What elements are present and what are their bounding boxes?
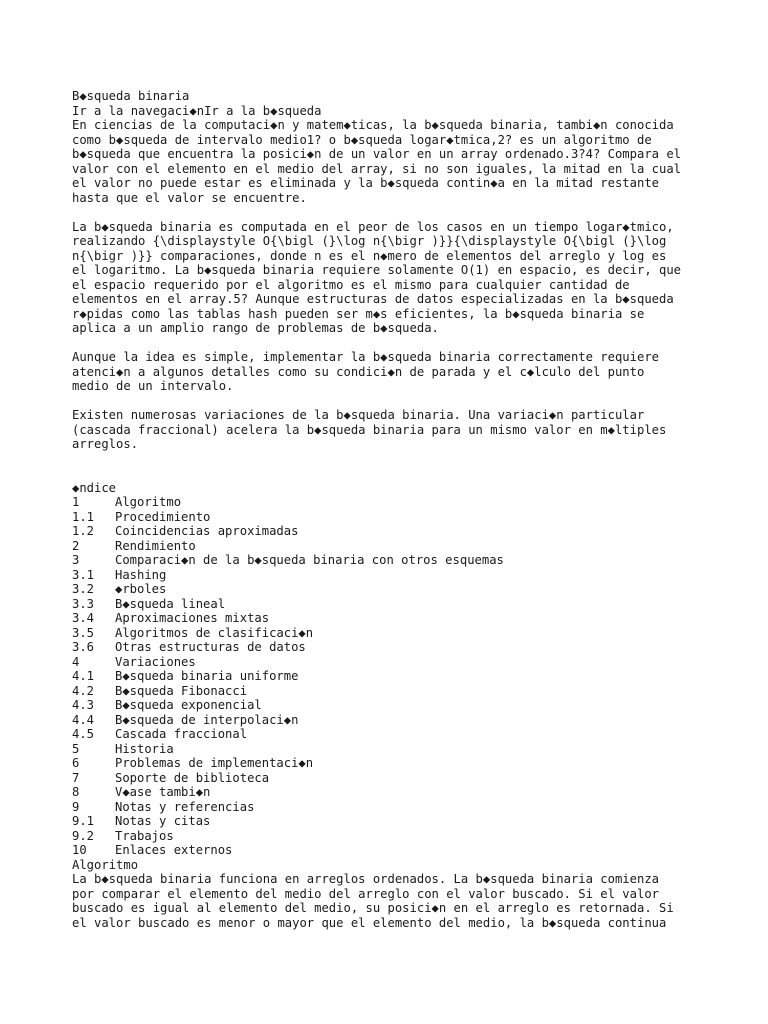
paragraph-line: medio de un intervalo. [72, 379, 234, 393]
toc-item [72, 495, 712, 510]
toc-item-number: 4.4 [72, 712, 95, 727]
toc-item-number: 4 [72, 654, 80, 669]
toc-item-number: 9.2 [72, 828, 95, 843]
toc-item [72, 684, 712, 699]
toc-item-number: 4.2 [72, 683, 95, 698]
toc-item-label: Variaciones [115, 654, 196, 669]
toc-item-number: 2 [72, 538, 80, 553]
toc-item [72, 524, 712, 539]
toc-item [72, 626, 712, 641]
toc-item-label: Procedimiento [115, 509, 211, 524]
toc-item-number: 4.3 [72, 698, 95, 712]
toc-item-number: 6 [72, 756, 80, 770]
document-page [72, 89, 712, 930]
complexity-paragraph [72, 220, 712, 336]
paragraph-line: Aunque la idea es simple, implementar la b◆squeda binaria correctamente requiere [72, 350, 659, 364]
toc-item-number: 3.5 [72, 625, 95, 640]
paragraph-line: La b◆squeda binaria funciona en arreglos ordenados. La b◆squeda binaria comienza [72, 872, 659, 886]
paragraph-line: n{\bigr )}} comparaciones, donde n es el n◆mero de elementos del arreglo y log es [72, 248, 667, 263]
toc-item-number: 9.1 [72, 814, 95, 828]
paragraph-line: hasta que el valor se encuentre. [72, 190, 307, 205]
algorithm-section [72, 858, 712, 931]
paragraph-line: el logaritmo. La b◆squeda binaria requiere solamente O(1) en espacio, es decir, que [72, 263, 682, 277]
toc-item-label: Cascada fraccional [115, 727, 248, 741]
toc-item-number: 3.2 [72, 582, 95, 596]
toc-item-label: V◆ase tambi◆n [115, 785, 211, 799]
toc-item-label: B◆squeda exponencial [115, 698, 262, 712]
toc-item-label: Trabajos [115, 828, 174, 843]
paragraph-line: buscado es igual al elemento del medio, su posici◆n en el arreglo es retornada. Si [72, 901, 674, 915]
toc-item-number: 7 [72, 770, 80, 785]
toc-item-number: 1.2 [72, 524, 95, 538]
toc-item-label: B◆squeda binaria uniforme [115, 669, 299, 683]
paragraph-line: elementos en el array.5? Aunque estructuras de datos especializadas en la b◆squeda [72, 292, 674, 306]
paragraph-line: (cascada fraccional) acelera la b◆squeda binaria para un mismo valor en m◆ltiples [72, 422, 667, 437]
toc-item [72, 640, 712, 655]
toc-item-number: 4.1 [72, 669, 95, 683]
toc-item-number: 4.5 [72, 727, 95, 741]
toc-item-label: Soporte de biblioteca [115, 770, 270, 785]
toc-item [72, 727, 712, 742]
navigation-links-text: Ir a la navegaci◆nIr a la b◆squeda [72, 103, 322, 118]
toc-item-label: Problemas de implementaci◆n [115, 756, 314, 770]
toc-item [72, 597, 712, 612]
toc-item-label: ◆rboles [115, 582, 167, 596]
toc-item [72, 785, 712, 800]
paragraph-line: r◆pidas como las tablas hash pueden ser m◆s eficientes, la b◆squeda binaria se [72, 306, 645, 321]
toc-item-number: 1.1 [72, 509, 95, 524]
toc-item-label: B◆squeda de interpolaci◆n [115, 712, 299, 727]
toc-item-number: 1 [72, 495, 80, 509]
toc-item [72, 756, 712, 771]
toc-item [72, 553, 712, 568]
toc-item-label: Historia [115, 741, 174, 756]
toc-item-number: 10 [72, 843, 87, 857]
toc-item-number: 3 [72, 553, 80, 567]
toc-item-label: Aproximaciones mixtas [115, 611, 270, 625]
paragraph-line: el valor buscado es menor o mayor que el elemento del medio, la b◆squeda continua [72, 915, 667, 930]
toc-item [72, 568, 712, 583]
document-title: B◆squeda binaria [72, 89, 190, 103]
paragraph-line: valor con el elemento en el medio del array, si no son iguales, la mitad en la cual [72, 161, 682, 176]
toc-item-label: Coincidencias aproximadas [115, 524, 299, 538]
toc-item-label: Enlaces externos [115, 843, 233, 857]
toc-item-label: Notas y referencias [115, 799, 255, 814]
toc-item [72, 843, 712, 858]
paragraph-line: aplica a un amplio rango de problemas de b◆squeda. [72, 321, 439, 335]
paragraph-line: el valor no puede estar es eliminada y la b◆squeda contin◆a en la mitad restante [72, 176, 659, 190]
toc-item-number: 8 [72, 785, 80, 799]
toc-item-label: B◆squeda lineal [115, 596, 226, 611]
paragraph-line: por comparar el elemento del medio del arreglo con el valor buscado. Si el valor [72, 886, 659, 901]
section-heading: Algoritmo [72, 857, 139, 872]
toc-item [72, 742, 712, 757]
intro-paragraph [72, 118, 712, 205]
toc-item-number: 3.4 [72, 611, 95, 625]
paragraph-line: En ciencias de la computaci◆n y matem◆ticas, la b◆squeda binaria, tambi◆n conocida [72, 118, 674, 132]
toc-item [72, 655, 712, 670]
toc-item-label: Notas y citas [115, 814, 211, 828]
toc-item-number: 9 [72, 799, 80, 814]
toc-item-label: Rendimiento [115, 538, 196, 553]
toc-heading: ◆ndice [72, 480, 117, 495]
paragraph-line: Existen numerosas variaciones de la b◆squeda binaria. Una variaci◆n particular [72, 408, 645, 422]
table-of-contents [72, 481, 712, 858]
toc-item-number: 5 [72, 741, 80, 756]
paragraph-line: atenci◆n a algunos detalles como su condici◆n de parada y el c◆lculo del punto [72, 364, 645, 379]
toc-item [72, 582, 712, 597]
toc-item [72, 539, 712, 554]
paragraph-line: el espacio requerido por el algoritmo es el mismo para cualquier cantidad de [72, 277, 630, 292]
implementation-paragraph [72, 350, 712, 394]
toc-item-number: 3.3 [72, 596, 95, 611]
toc-item [72, 771, 712, 786]
paragraph-line: realizando {\displaystyle O{\bigl (}\log n{\bigr )}}{\displaystyle O{\bigl (}\log [72, 234, 667, 248]
toc-item-number: 3.1 [72, 567, 95, 582]
paragraph-line: arreglos. [72, 437, 139, 451]
toc-item-label: Algoritmos de clasificaci◆n [115, 625, 314, 640]
toc-item-label: Hashing [115, 567, 167, 582]
toc-item [72, 510, 712, 525]
toc-item-number: 3.6 [72, 640, 95, 654]
paragraph-line: como b◆squeda de intervalo medio1? o b◆squeda logar◆tmica,2? es un algoritmo de [72, 132, 652, 147]
toc-item [72, 611, 712, 626]
toc-item-label: Comparaci◆n de la b◆squeda binaria con otros esquemas [115, 553, 504, 567]
toc-item-label: Otras estructuras de datos [115, 640, 306, 654]
toc-item [72, 698, 712, 713]
variations-paragraph [72, 408, 712, 452]
paragraph-line: b◆squeda que encuentra la posici◆n de un valor en un array ordenado.3?4? Compara el [72, 147, 682, 161]
toc-item [72, 713, 712, 728]
toc-item-label: B◆squeda Fibonacci [115, 683, 248, 698]
paragraph-line: La b◆squeda binaria es computada en el peor de los casos en un tiempo logar◆tmico, [72, 219, 674, 234]
toc-item-label: Algoritmo [115, 495, 182, 509]
toc-item [72, 800, 712, 815]
toc-item [72, 814, 712, 829]
toc-item [72, 829, 712, 844]
toc-item [72, 669, 712, 684]
